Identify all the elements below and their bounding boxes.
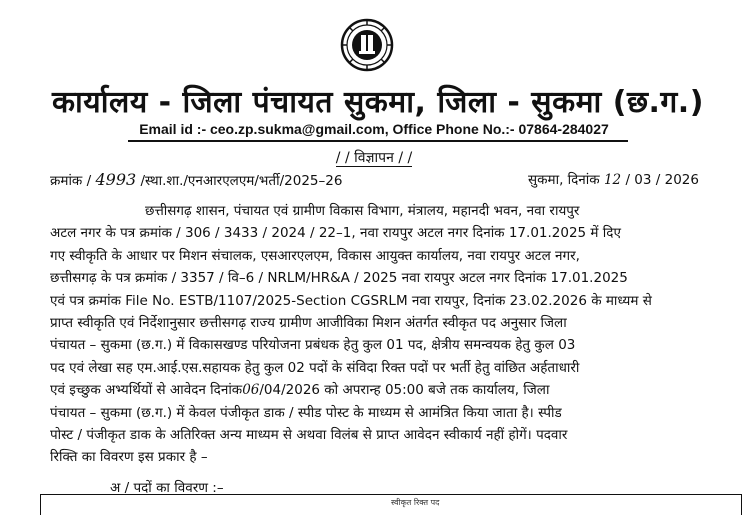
- contact-line: Email id :- ceo.zp.sukma@gmail.com, Office Phone No.:- 07864-284027: [139, 121, 609, 137]
- body-line: प्राप्त स्वीकृति एवं निर्देशानुसार छत्तीसगढ़ राज्य ग्रामीण आजीविका मिशन अंतर्गत स्वीकृत पद अनुसार जिला: [50, 314, 567, 331]
- notice-heading: / / विज्ञापन / /: [335, 150, 413, 166]
- notice-date: [528, 170, 699, 188]
- body-line: पोस्ट / पंजीकृत डाक के अतिरिक्त अन्य माध्यम से अथवा विलंब से प्राप्त आवेदन स्वीकार्य नहीं होगें। पदवार: [50, 426, 568, 443]
- body-line: पद एवं लेखा सह एम.आई.एस.सहायक हेतु कुल 02 पदों के संविदा रिक्त पदों पर भर्ती हेतु वांछित अर्हताधारी: [50, 359, 580, 376]
- office-title: कार्यालय - जिला पंचायत सुकमा, जिला - सुकमा (छ.ग.): [52, 85, 704, 120]
- body-line: छत्तीसगढ़ के पत्र क्रमांक / 3357 / वि–6 / NRLM/HR&A / 2025 नवा रायपुर अटल नगर दिनांक 17.01.2025: [50, 270, 628, 287]
- header-divider: [128, 140, 628, 142]
- ref-number-handwritten: 4993: [95, 170, 137, 189]
- line9-before: एवं इच्छुक अभ्यर्थियों से आवेदन दिनांक: [50, 382, 243, 399]
- section-title: अ / पदों का विवरण :–: [110, 480, 224, 496]
- date-label: सुकमा, दिनांक: [528, 172, 600, 188]
- handwritten-date: 06: [242, 382, 260, 399]
- body-line: [50, 379, 698, 401]
- ref-prefix: क्रमांक /: [50, 173, 92, 189]
- body-line: रिक्ति का विवरण इस प्रकार है –: [50, 449, 208, 466]
- line9-after: /04/2026 को अपरान्ह 05:00 बजे तक कार्यालय, जिला: [259, 382, 550, 399]
- body-line: एवं पत्र क्रमांक File No. ESTB/1107/2025-Section CGSRLM नवा रायपुर, दिनांक 23.02.2026 के माध्यम से: [50, 292, 652, 309]
- table-header-partial: स्वीकृत रिक्त पद: [391, 498, 440, 507]
- body-line: पंचायत – सुकमा (छ.ग.) में विकासखण्ड परियोजना प्रबंधक हेतु कुल 01 पद, क्षेत्रीय समन्वयक हेतु कुल 03: [50, 337, 576, 354]
- body-line: अटल नगर के पत्र क्रमांक / 306 / 3433 / 2024 / 22–1, नवा रायपुर अटल नगर दिनांक 17.01.2025 में दिए: [50, 225, 621, 242]
- reference-number: [50, 170, 342, 189]
- date-day-handwritten: 12: [603, 172, 622, 188]
- posts-table: [40, 494, 742, 515]
- body-line: पंचायत – सुकमा (छ.ग.) में केवल पंजीकृत डाक / स्पीड पोस्ट के माध्यम से आमंत्रित किया जाता है। स्पीड: [50, 404, 562, 421]
- body-line: छत्तीसगढ़ शासन, पंचायत एवं ग्रामीण विकास विभाग, मंत्रालय, महानदी भवन, नवा रायपुर: [145, 203, 580, 219]
- date-rest: / 03 / 2026: [625, 172, 699, 188]
- notice-heading-wrap: [0, 148, 748, 167]
- notice-body: [50, 200, 698, 469]
- panchayat-emblem-icon: [340, 18, 394, 72]
- body-line: गए स्वीकृति के आधार पर मिशन संचालक, एसआरएलएम, विकास आयुक्त कार्यालय, नवा रायपुर अटल नगर,: [50, 247, 580, 264]
- ref-suffix: /स्था.शा./एनआरएलएम/भर्ती/2025–26: [140, 173, 343, 189]
